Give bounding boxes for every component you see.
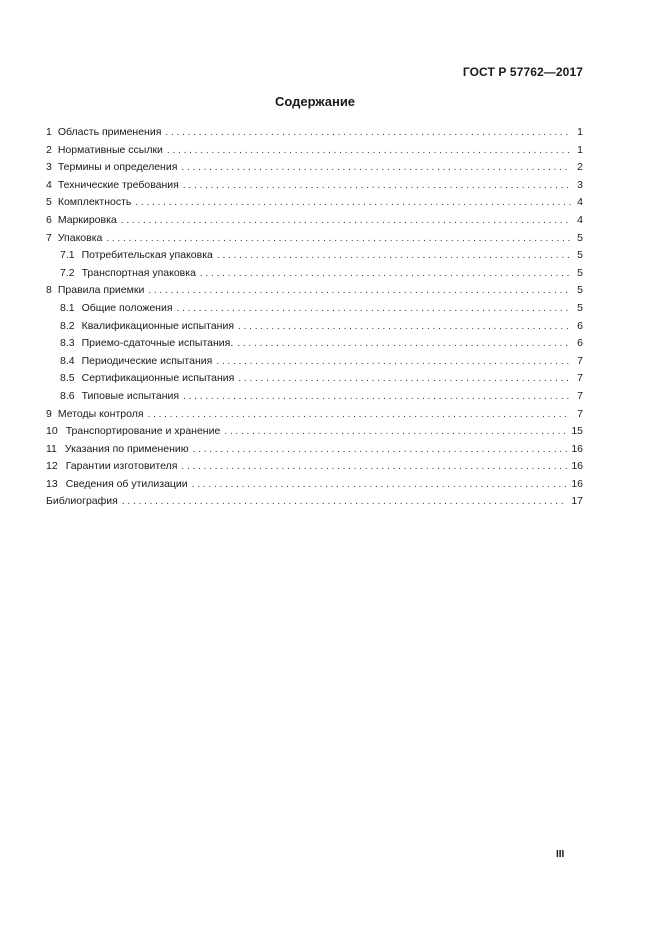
toc-entry[interactable]: [46, 142, 583, 160]
toc-entry-number: 2: [46, 143, 52, 156]
toc-entry-number: 7.1: [60, 249, 75, 262]
toc-entry-title: Гарантии изготовителя: [65, 460, 178, 473]
toc-subentry[interactable]: [46, 353, 583, 371]
toc-entry[interactable]: [46, 159, 583, 177]
toc-entry-title: Технические требования: [57, 178, 179, 191]
toc-entry-number: 8: [46, 284, 52, 297]
toc-entry-title: Маркировка: [57, 213, 117, 226]
dot-leader: [135, 194, 571, 212]
toc-subentry[interactable]: [46, 335, 583, 353]
toc-subentry[interactable]: [46, 370, 583, 388]
toc-entry-page: 5: [577, 266, 583, 279]
toc-entry-number: 8.2: [60, 319, 75, 332]
dot-leader: [167, 142, 571, 160]
toc-subentry[interactable]: [46, 300, 583, 318]
document-code: ГОСТ Р 57762—2017: [462, 65, 583, 79]
dot-leader: [238, 318, 571, 336]
toc-entry-number: 7: [46, 231, 52, 244]
toc-subentry[interactable]: [46, 265, 583, 283]
toc-entry-number: 8.1: [60, 301, 75, 314]
toc-subentry[interactable]: [46, 247, 583, 265]
toc-entry-title: Указания по применению: [64, 442, 189, 455]
dot-leader: [106, 230, 571, 248]
toc-entry-page: 7: [577, 389, 583, 402]
toc-entry-page: 7: [577, 407, 583, 420]
dot-leader: [216, 353, 571, 371]
toc-entry-number: 11: [46, 442, 57, 455]
toc-entry-title: Упаковка: [57, 231, 103, 244]
toc-entry[interactable]: [46, 212, 583, 230]
toc-entry-title: Нормативные ссылки: [57, 143, 163, 156]
toc-entry[interactable]: [46, 458, 583, 476]
toc-entry-page: 3: [577, 178, 583, 191]
toc-entry-title: Транспортная упаковка: [81, 266, 196, 279]
toc-entry-title: Термины и определения: [57, 161, 178, 174]
toc-entry-number: 12: [46, 460, 58, 473]
toc-entry-number: 10: [46, 425, 58, 438]
dot-leader: [181, 458, 567, 476]
dot-leader: [121, 212, 571, 230]
toc-entry-page: 5: [577, 301, 583, 314]
toc-title: Содержание: [274, 94, 356, 109]
toc-entry-number: 7.2: [60, 266, 75, 279]
toc-entry-page: 4: [577, 196, 583, 209]
toc-entry-page: 5: [577, 231, 583, 244]
toc-entry-page: 6: [577, 337, 583, 350]
toc-entry-page: 1: [577, 143, 583, 156]
dot-leader: [224, 423, 567, 441]
toc-entry-title: Методы контроля: [57, 407, 144, 420]
toc-entry-page: 5: [577, 284, 583, 297]
toc-entry-page: 16: [571, 460, 583, 473]
dot-leader: [237, 335, 571, 353]
toc-entry-page: 4: [577, 213, 583, 226]
toc-entry[interactable]: [46, 406, 583, 424]
toc-entry-number: 8.6: [60, 389, 75, 402]
toc-entry-title: Библиография: [46, 495, 118, 508]
dot-leader: [148, 282, 571, 300]
toc-entry-page: 1: [577, 126, 583, 138]
toc-entry-number: 1: [46, 126, 52, 138]
dot-leader: [183, 177, 571, 195]
toc-entry-page: 16: [571, 442, 583, 455]
dot-leader: [181, 159, 571, 177]
toc-entry-title: Сертификационные испытания: [81, 372, 235, 385]
toc-entry-number: 13: [46, 477, 58, 490]
toc-subentry[interactable]: [46, 318, 583, 336]
toc-entry[interactable]: [46, 476, 583, 494]
toc-entry-number: 3: [46, 161, 52, 174]
toc-entry-number: 5: [46, 196, 52, 209]
toc-entry-title: Сведения об утилизации: [65, 477, 188, 490]
dot-leader: [200, 265, 571, 283]
toc-entry[interactable]: [46, 282, 583, 300]
toc-entry-title: Общие положения: [81, 301, 173, 314]
toc-entry-number: 6: [46, 213, 52, 226]
page-number: III: [556, 849, 565, 860]
toc-entry-page: 2: [577, 161, 583, 174]
toc-subentry[interactable]: [46, 388, 583, 406]
toc-entry-title: Область применения: [57, 126, 162, 138]
toc-entry[interactable]: [46, 124, 583, 142]
toc-entry-page: 15: [571, 425, 583, 438]
toc-entry-bibliography[interactable]: [46, 493, 583, 511]
toc-entry-title: Периодические испытания: [81, 354, 213, 367]
toc-entry-page: 7: [577, 354, 583, 367]
toc-entry-number: 8.3: [60, 337, 75, 350]
toc-entry-number: 8.5: [60, 372, 75, 385]
dot-leader: [217, 247, 571, 265]
dot-leader: [193, 441, 568, 459]
dot-leader: [183, 388, 571, 406]
dot-leader: [177, 300, 571, 318]
toc-entry-title: Комплектность: [57, 196, 132, 209]
toc-entry-page: 7: [577, 372, 583, 385]
toc-entry-number: 9: [46, 407, 52, 420]
dot-leader: [238, 370, 571, 388]
toc-entry-number: 4: [46, 178, 52, 191]
toc-entry-page: 17: [571, 495, 583, 508]
toc-entry-page: 6: [577, 319, 583, 332]
toc-entry-title: Приемо-сдаточные испытания.: [81, 337, 234, 350]
dot-leader: [192, 476, 568, 494]
toc-entry[interactable]: [46, 441, 583, 459]
toc-entry-title: Типовые испытания: [81, 389, 180, 402]
toc-entry[interactable]: [46, 194, 583, 212]
toc-entry-title: Потребительская упаковка: [81, 249, 213, 262]
dot-leader: [122, 493, 567, 511]
table-of-contents: [46, 124, 583, 511]
toc-entry-page: 16: [571, 477, 583, 490]
toc-entry-title: Правила приемки: [57, 284, 145, 297]
toc-entry[interactable]: [46, 230, 583, 248]
dot-leader: [148, 406, 571, 424]
dot-leader: [165, 124, 571, 142]
toc-entry-page: 5: [577, 249, 583, 262]
toc-entry[interactable]: [46, 177, 583, 195]
toc-entry-number: 8.4: [60, 354, 75, 367]
toc-entry-title: Квалификационные испытания: [81, 319, 235, 332]
toc-entry[interactable]: [46, 423, 583, 441]
toc-entry-title: Транспортирование и хранение: [65, 425, 221, 438]
